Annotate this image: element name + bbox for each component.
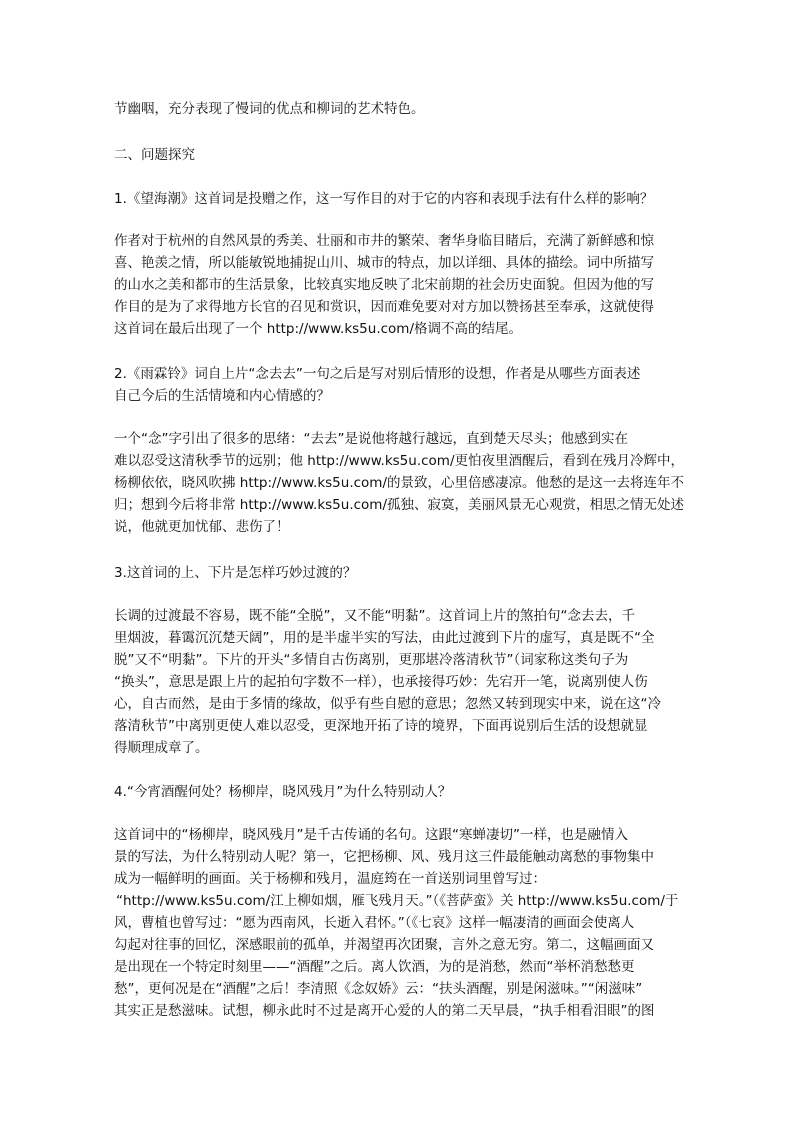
answer-4-line: 这首词中的“杨柳岸，晓风残月”是千古传诵的名句。这跟“寒蝉凄切”一样，也是融情入 [114, 827, 628, 843]
answer-4-line: 景的写法，为什么特别动人呢？第一，它把杨柳、风、残月这三件最能触动离愁的事物集中 [114, 849, 654, 865]
answer-3-line: 落清秋节”中离别更使人难以忍受，更深地开拓了诗的境界，下面再说别后生活的设想就显 [114, 718, 648, 734]
section-heading [114, 144, 684, 166]
answer-3-line: 得顺理成章了。 [114, 740, 209, 756]
answer-3-line: 心，自古而然，是由于多情的缘故，似乎有些自慰的意思；忽然又转到现实中来，说在这“冷 [114, 696, 661, 712]
answer-1-line: 的山水之美和都市的生活景象，比较真实地反映了北宋前期的社会历史面貌。但因为他的写 [114, 277, 654, 293]
question-1-text: 1.《望海潮》这首词是投赠之作，这一写作目的对于它的内容和表现手法有什么样的影响？ [114, 191, 654, 207]
answer-4-line: 愁”，更何况是在“酒醒”之后！李清照《念奴娇》云：“扶头酒醒，别是闲滋味。”“闲滋味” [114, 981, 643, 997]
question-3 [114, 562, 684, 584]
intro-line: 节幽咽，充分表现了慢词的优点和柳词的艺术特色。 [114, 101, 425, 117]
question-2 [114, 363, 684, 407]
answer-1 [114, 230, 684, 340]
answer-2-line: 归；想到今后将非常 http://www.ks5u.com/孤独、寂寞，美丽风景无心观赏，相思之情无处述 [114, 497, 684, 513]
answer-1-line: 作者对于杭州的自然风景的秀美、壮丽和市井的繁荣、奢华身临目睹后，充满了新鲜感和惊 [114, 233, 654, 249]
answer-2-line: 杨柳依依，晓风吹拂 http://www.ks5u.com/的景致，心里倍感凄凉。他愁的是这一去将连年不 [114, 475, 684, 491]
answer-3 [114, 605, 684, 759]
question-4-text: 4.“今宵酒醒何处？杨柳岸，晓风残月”为什么特别动人？ [114, 784, 452, 800]
answer-3-line: “换头”，意思是跟上片的起拍句字数不一样），也承接得巧妙：先宕开一笔，说离别使人伤 [114, 674, 648, 690]
question-1 [114, 188, 684, 210]
answer-3-line: 脱”又不“明黏”。下片的开头“多情自古伤离别，更那堪冷落清秋节”（词家称这类句子为 [114, 652, 629, 668]
answer-2-line: 说，他就更加忧郁、悲伤了！ [114, 519, 290, 535]
answer-4-line: 是出现在一个特定时刻里——“酒醒”之后。离人饮酒，为的是消愁，然而“举杯消愁愁更 [114, 959, 635, 975]
answer-1-line: 作目的是为了求得地方长官的召见和赏识，因而难免要对对方加以赞扬甚至奉承，这就使得 [114, 299, 654, 315]
answer-2 [114, 428, 684, 538]
answer-4-line: 勾起对往事的回忆，深感眼前的孤单，并渴望再次团聚，言外之意无穷。第二，这幅画面又 [114, 937, 654, 953]
answer-3-line: 长调的过渡最不容易，既不能“全脱”，又不能“明黏”。这首词上片的煞拍句“念去去，千 [114, 608, 635, 624]
answer-4-line: 风，曹植也曾写过：“愿为西南风，长逝入君怀。”（《七哀》这样一幅凄清的画面会使离人 [114, 915, 635, 931]
question-2-line: 2.《雨霖铃》词自上片“念去去”一句之后是写对别后情形的设想，作者是从哪些方面表述 [114, 366, 641, 382]
question-2-line: 自己今后的生活情境和内心情感的？ [114, 388, 330, 404]
section-heading-text: 二、问题探究 [114, 147, 195, 163]
answer-4-line: “http://www.ks5u.com/江上柳如烟，雁飞残月天。”（《菩萨蛮》关 http://www.ks5u.com/于 [116, 893, 679, 909]
answer-4 [114, 824, 684, 1022]
answer-1-line: 喜、艳羡之情，所以能敏锐地捕捉山川、城市的特点，加以详细、具体的描绘。词中所描写 [114, 255, 654, 271]
question-3-text: 3.这首词的上、下片是怎样巧妙过渡的？ [114, 565, 357, 581]
answer-1-line: 这首词在最后出现了一个 http://www.ks5u.com/格调不高的结尾。 [114, 321, 522, 337]
intro-paragraph [114, 98, 684, 120]
answer-4-line: 成为一幅鲜明的画面。关于杨柳和残月，温庭筠在一首送别词里曾写过： [114, 871, 546, 887]
answer-4-line: 其实正是愁滋味。试想，柳永此时不过是离开心爱的人的第二天早晨，“执手相看泪眼”的图 [114, 1003, 655, 1019]
answer-2-line: 难以忍受这清秋季节的远别；他 http://www.ks5u.com/更怕夜里酒醒后，看到在残月冷辉中， [114, 453, 684, 469]
question-4 [114, 781, 684, 803]
answer-3-line: 里烟波，暮霭沉沉楚天阔”，用的是半虚半实的写法，由此过渡到下片的虚写，真是既不“全 [114, 630, 655, 646]
answer-2-line: 一个“念”字引出了很多的思绪：“去去”是说他将越行越远，直到楚天尽头；他感到实在 [114, 431, 628, 447]
